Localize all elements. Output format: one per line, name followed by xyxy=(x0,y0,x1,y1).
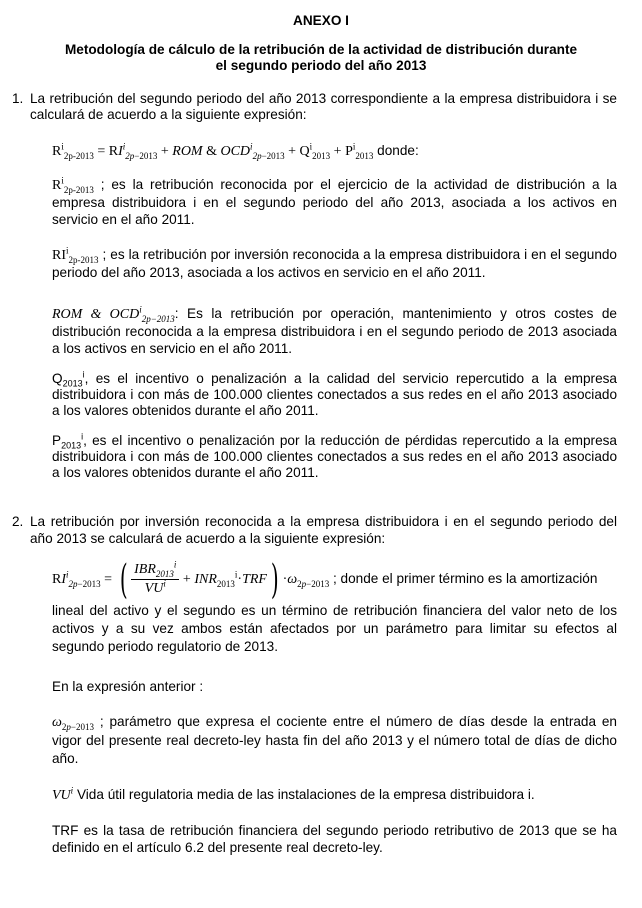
item-number: 2. xyxy=(12,514,24,529)
def-text: ; parámetro que expresa el cociente entre el número de días desde la entrada en vigor del presente real decreto-ley hasta fin del año 2013 y el número total de días de dicho año. xyxy=(52,714,617,766)
def-rom: ROM & $OCD^i_{2p-2013}$: Es la retribución por operación, mantenimiento y otros costes de distribución reconocida a la empresa distribuidora i en el segundo periodo de 2013 asociada a los activos en servicio en el año 2011. xyxy=(52,304,617,356)
def-omega: $\omega_{2p-2013}$ ; parámetro que expresa el cociente entre el número de días desde la entrada en vigor del presente real decreto-ley hasta fin del año 2013 y el número total de días de dicho año. xyxy=(52,714,617,766)
def-text: : Es la retribución por operación, mantenimiento y otros costes de distribución reconocida a la empresa distribuidora i en el segundo periodo de 2013 asociada a los activos en servicio en el año 2011. xyxy=(52,306,617,356)
formula-1: $R^i_{2p-2013} = RI^i_{2p-2013}$ + ROM & $OCD^i_{2p-2013} + Q^i_{2013} + P^i_{2013}$ donde: xyxy=(52,141,419,161)
def-trf: TRF es la tasa de retribución financiera del segundo periodo retributivo de 2013 que se ha definido en el artículo 6.2 del presente real decreto-ley. xyxy=(52,823,617,855)
def-text: ; es la retribución por inversión reconocida a la empresa distribuidora i en el segundo periodo del año 2013, asociada a los activos en servicio en el año 2011. xyxy=(52,247,617,280)
title-line: Metodología de cálculo de la retribución de la actividad de distribución durante xyxy=(64,42,578,57)
def-text: , es el incentivo o penalización a la calidad del servicio repercutido a la empresa distribuidora i con más de 100.000 clientes conectados a sus redes en el año 2013 asociado a los valores obtenidos durante el año 2011. xyxy=(52,371,617,418)
item-text: La retribución del segundo periodo del año 2013 correspondiente a la empresa distribuidora i se calculará de acuerdo a la siguiente expresión: xyxy=(30,91,617,122)
def-vu: $VU^i$ Vida útil regulatoria media de las instalaciones de la empresa distribuidora i. xyxy=(52,785,535,803)
item-number: 1. xyxy=(12,91,24,106)
def-text: , es el incentivo o penalización por la reducción de pérdidas repercutido a la empresa distribuidora i con más de 100.000 clientes conectados a sus redes en el año 2013 asociado a los valores obtenidos durante el año 2011. xyxy=(52,433,617,480)
title-line: el segundo periodo del año 2013 xyxy=(215,58,427,73)
formula-suffix: donde: xyxy=(377,143,419,158)
item-text: La retribución por inversión reconocida a la empresa distribuidora i en el segundo periodo del año 2013 se calculará de acuerdo a la siguiente expresión: xyxy=(30,514,617,546)
formula-2-cont: lineal del activo y el segundo es un término de retribución financiera del valor neto de los activos y a su vez ambos están afectados por un parámetro para limitar su efectos al segundo periodo regulatorio de 2013. xyxy=(52,603,617,654)
def-ri: $RI^i_{2p-2013}$ ; es la retribución por inversión reconocida a la empresa distribuidora i en el segundo periodo del año 2013, asociada a los activos en servicio en el año 2011. xyxy=(52,245,617,280)
def-q: $Q_{2013}^i$, es el incentivo o penalización a la calidad del servicio repercutido a la empresa distribuidora i con más de 100.000 clientes conectados a sus redes en el año 2013 asociado a los valores obtenidos durante el año 2011. xyxy=(52,369,617,418)
formula-suffix: ; donde el primer término es la amortización xyxy=(332,571,598,586)
formula-2: $RI^i_{2p-2013}$ = ( $\frac{IBR_{2013}^i}{VU^i}$ + $INR_{2013}^i\cdot TRF) \cdot\omega_{2p-2013}$ ; donde el primer término es la amortización xyxy=(52,556,598,603)
def-r: $R^i_{2p-2013}$ ; es la retribución reconocida por el ejercicio de la actividad de distribución a la empresa distribuidora i en el segundo periodo del año 2013, asociada a los activos en servicio en el año 2011. xyxy=(52,175,617,227)
annex-heading: ANEXO I xyxy=(293,13,349,28)
annex-title xyxy=(0,42,642,74)
expression-intro: En la expresión anterior : xyxy=(52,679,204,694)
item-2 xyxy=(12,513,617,547)
def-text: ; es la retribución reconocida por el ejercicio de la actividad de distribución a la empresa distribuidora i en el segundo periodo del año 2013, asociada a los activos en servicio en el año 2011. xyxy=(52,177,617,227)
def-text: Vida útil regulatoria media de las instalaciones de la empresa distribuidora i. xyxy=(76,787,535,802)
def-p: $P_{2013}^i$, es el incentivo o penalización por la reducción de pérdidas repercutido a la empresa distribuidora i con más de 100.000 clientes conectados a sus redes en el año 2013 asociado a los valores obtenidos durante el año 2011. xyxy=(52,431,617,480)
item-1 xyxy=(12,91,617,123)
